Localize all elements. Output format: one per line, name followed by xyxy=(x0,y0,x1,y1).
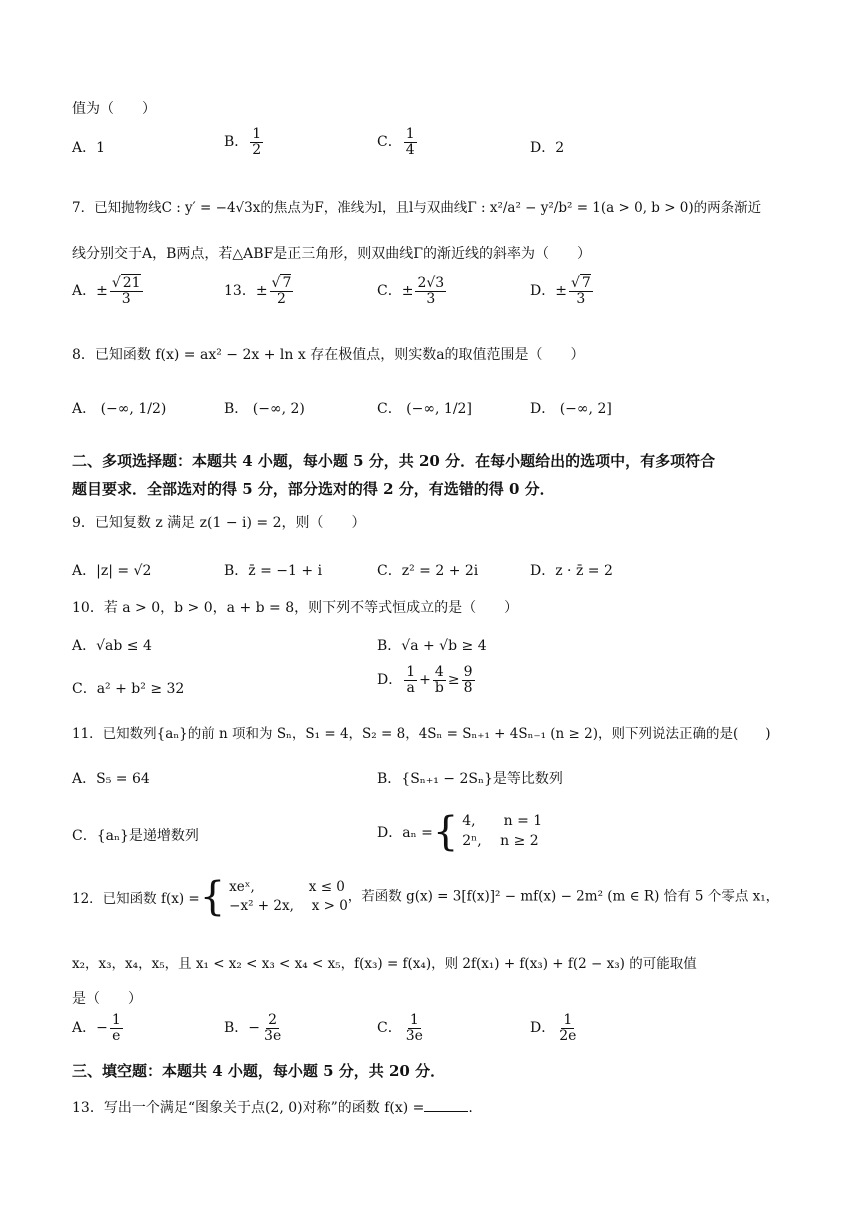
q9-stem: 9．已知复数 z 满足 z(1 − i) = 2，则（ ） xyxy=(72,515,366,531)
q7-option-c: C．± $\frac{2√3}{3}$ xyxy=(377,275,445,307)
q13-stem: 13．写出一个满足“图象关于点(2, 0)对称”的函数 f(x) = . xyxy=(72,1100,473,1116)
q11-option-d: D．aₙ = { 4, n = 1 2ⁿ, n ≥ 2 xyxy=(377,809,543,855)
q9-option-c: C．z² = 2 + 2i xyxy=(377,563,479,579)
q10-option-c: C．a² + b² ≥ 32 xyxy=(72,681,185,697)
q12-option-d: D． $\frac{1}{2e}$ xyxy=(530,1012,577,1044)
q13-answer-blank[interactable] xyxy=(424,1111,468,1112)
q8-option-b: B． (−∞, 2) xyxy=(224,401,305,417)
q12-stem-line1: 12．已知函数 f(x) = { xeˣ, x ≤ 0 −x² + 2x, x > 0 ，若函数 g(x) = 3[f(x)]² − mf(x) − 2m² (m ∈ R) 恰有 5 个零点 x₁， xyxy=(72,874,780,920)
q7-stem-line2: 线分别交于A，B两点，若△ABF是正三角形，则双曲线Γ的渐近线的斜率为（ ） xyxy=(72,246,591,262)
q10-option-d: D． $\frac{1}{a}$ + $\frac{4}{b}$ ≥ $\frac{9}{8}$ xyxy=(377,664,473,696)
q12-option-b: B．− $\frac{2}{3e}$ xyxy=(224,1012,282,1044)
q6-stem-tail: 值为（ ） xyxy=(72,101,156,117)
q6-option-b: B． $\frac{1}{2}$ xyxy=(224,126,262,158)
q10-option-b: B．√a + √b ≥ 4 xyxy=(377,638,487,654)
q8-option-a: A． (−∞, 1/2) xyxy=(72,401,167,417)
q8-option-d: D． (−∞, 2] xyxy=(530,401,612,417)
q11-option-b: B．{Sₙ₊₁ − 2Sₙ}是等比数列 xyxy=(377,771,563,787)
q10-stem: 10．若 a > 0，b > 0，a + b = 8，则下列不等式恒成立的是（ ） xyxy=(72,600,519,616)
q9-option-a: A．|z| = √2 xyxy=(72,563,152,579)
q11-stem: 11．已知数列{aₙ}的前 n 项和为 Sₙ，S₁ = 4，S₂ = 8，4Sₙ = Sₙ₊₁ + 4Sₙ₋₁ (n ≥ 2)，则下列说法正确的是( ) xyxy=(72,726,771,742)
section2-heading-line2: 题目要求．全部选对的得 5 分，部分选对的得 2 分，有选错的得 0 分． xyxy=(72,480,555,498)
q9-option-b: B．z̄ = −1 + i xyxy=(224,563,323,579)
q10-option-a: A．√ab ≤ 4 xyxy=(72,638,152,654)
q6-option-a: A．1 xyxy=(72,140,106,156)
q12-option-c: C． $\frac{1}{3e}$ xyxy=(377,1012,423,1044)
q9-option-d: D．z · z̄ = 2 xyxy=(530,563,613,579)
q7-option-b: 13．± √ $\frac{7}{2}$ xyxy=(224,276,295,306)
q8-option-c: C． (−∞, 1/2] xyxy=(377,401,472,417)
q6-option-c: C． $\frac{1}{4}$ xyxy=(377,126,415,158)
q12-stem-line2: x₂，x₃，x₄，x₅，且 x₁ < x₂ < x₃ < x₄ < x₅，f(x₃) = f(x₄)，则 2f(x₁) + f(x₃) + f(2 − x₃) 的可能取值 xyxy=(72,956,697,972)
q7-stem-line1: 7．已知抛物线C : y′ = −4√3x的焦点为F，准线为l，且l与双曲线Γ : x²/a² − y²/b² = 1(a > 0, b > 0)的两条渐近 xyxy=(72,200,762,216)
q8-stem: 8．已知函数 f(x) = ax² − 2x + ln x 存在极值点，则实数a的取值范围是（ ） xyxy=(72,347,585,363)
q11-option-c: C．{aₙ}是递增数列 xyxy=(72,828,199,844)
section3-heading: 三、填空题：本题共 4 小题，每小题 5 分，共 20 分． xyxy=(72,1062,446,1080)
q11-option-a: A．S₅ = 64 xyxy=(72,771,150,787)
q12-option-a: A．− $\frac{1}{e}$ xyxy=(72,1012,121,1044)
q12-stem-line3: 是（ ） xyxy=(72,991,142,1007)
q7-option-d: D．± √ $\frac{7}{3}$ xyxy=(530,276,595,306)
section2-heading-line1: 二、多项选择题：本题共 4 小题，每小题 5 分，共 20 分．在每小题给出的选项中，有多项符合 xyxy=(72,452,716,470)
q7-option-a: A．± √ $\frac{21}{3}$ xyxy=(72,276,145,306)
q6-option-d: D．2 xyxy=(530,140,565,156)
